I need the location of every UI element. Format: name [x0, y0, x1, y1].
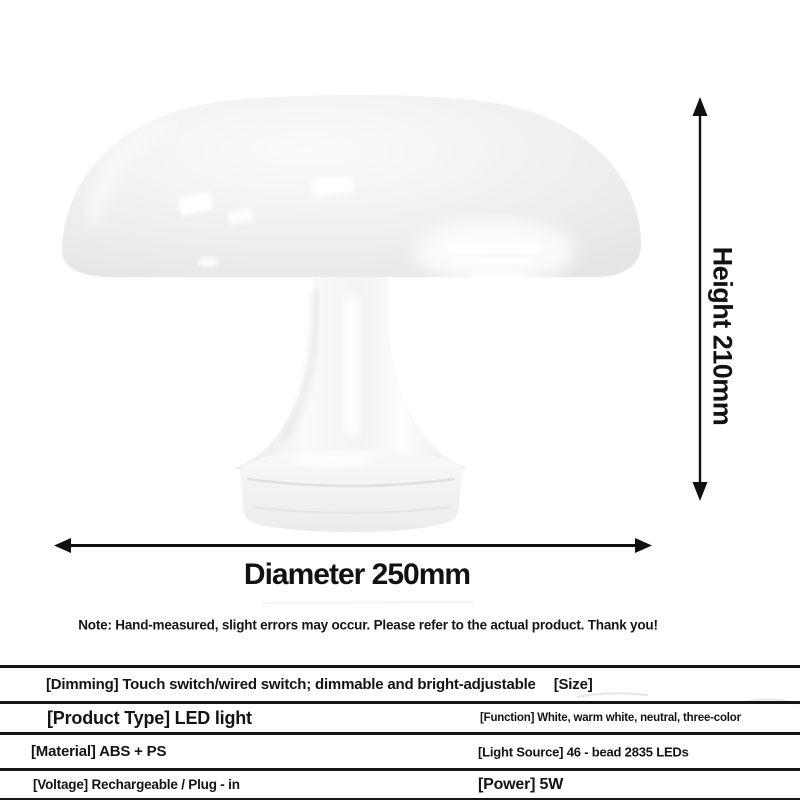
- spec-row-voltage: [0, 768, 800, 798]
- spec-table: [0, 665, 800, 800]
- diameter-label: Diameter 250mm: [243, 558, 471, 591]
- lamp-cap: [62, 95, 641, 284]
- product-type-text: [Product Type] LED light: [47, 707, 252, 728]
- function-text: [Function] White, warm white, neutral, three-color: [480, 712, 741, 724]
- note-text: Note: Hand-measured, slight errors may occur. Please refer to the actual product. Thank you!: [78, 617, 658, 633]
- height-arrow: [693, 97, 708, 501]
- material-text: [Material] ABS + PS: [31, 743, 167, 760]
- power-text: [Power] 5W: [478, 775, 564, 793]
- dimming-text: [Dimming] Touch switch/wired switch; dimmable and bright-adjustable: [46, 676, 536, 693]
- spec-row-material: [0, 732, 800, 768]
- lamp-base: [240, 450, 462, 532]
- spec-row-product-type: [0, 701, 800, 732]
- diameter-arrow: [54, 538, 652, 553]
- lamp-stem: [234, 277, 468, 469]
- height-label: Height 210mm: [707, 246, 738, 426]
- voltage-text: [Voltage] Rechargeable / Plug - in: [33, 777, 240, 792]
- spec-row-dimming: [0, 665, 800, 701]
- light-source-text: [Light Source] 46 - bead 2835 LEDs: [478, 744, 689, 759]
- size-label: [Size]: [553, 676, 593, 693]
